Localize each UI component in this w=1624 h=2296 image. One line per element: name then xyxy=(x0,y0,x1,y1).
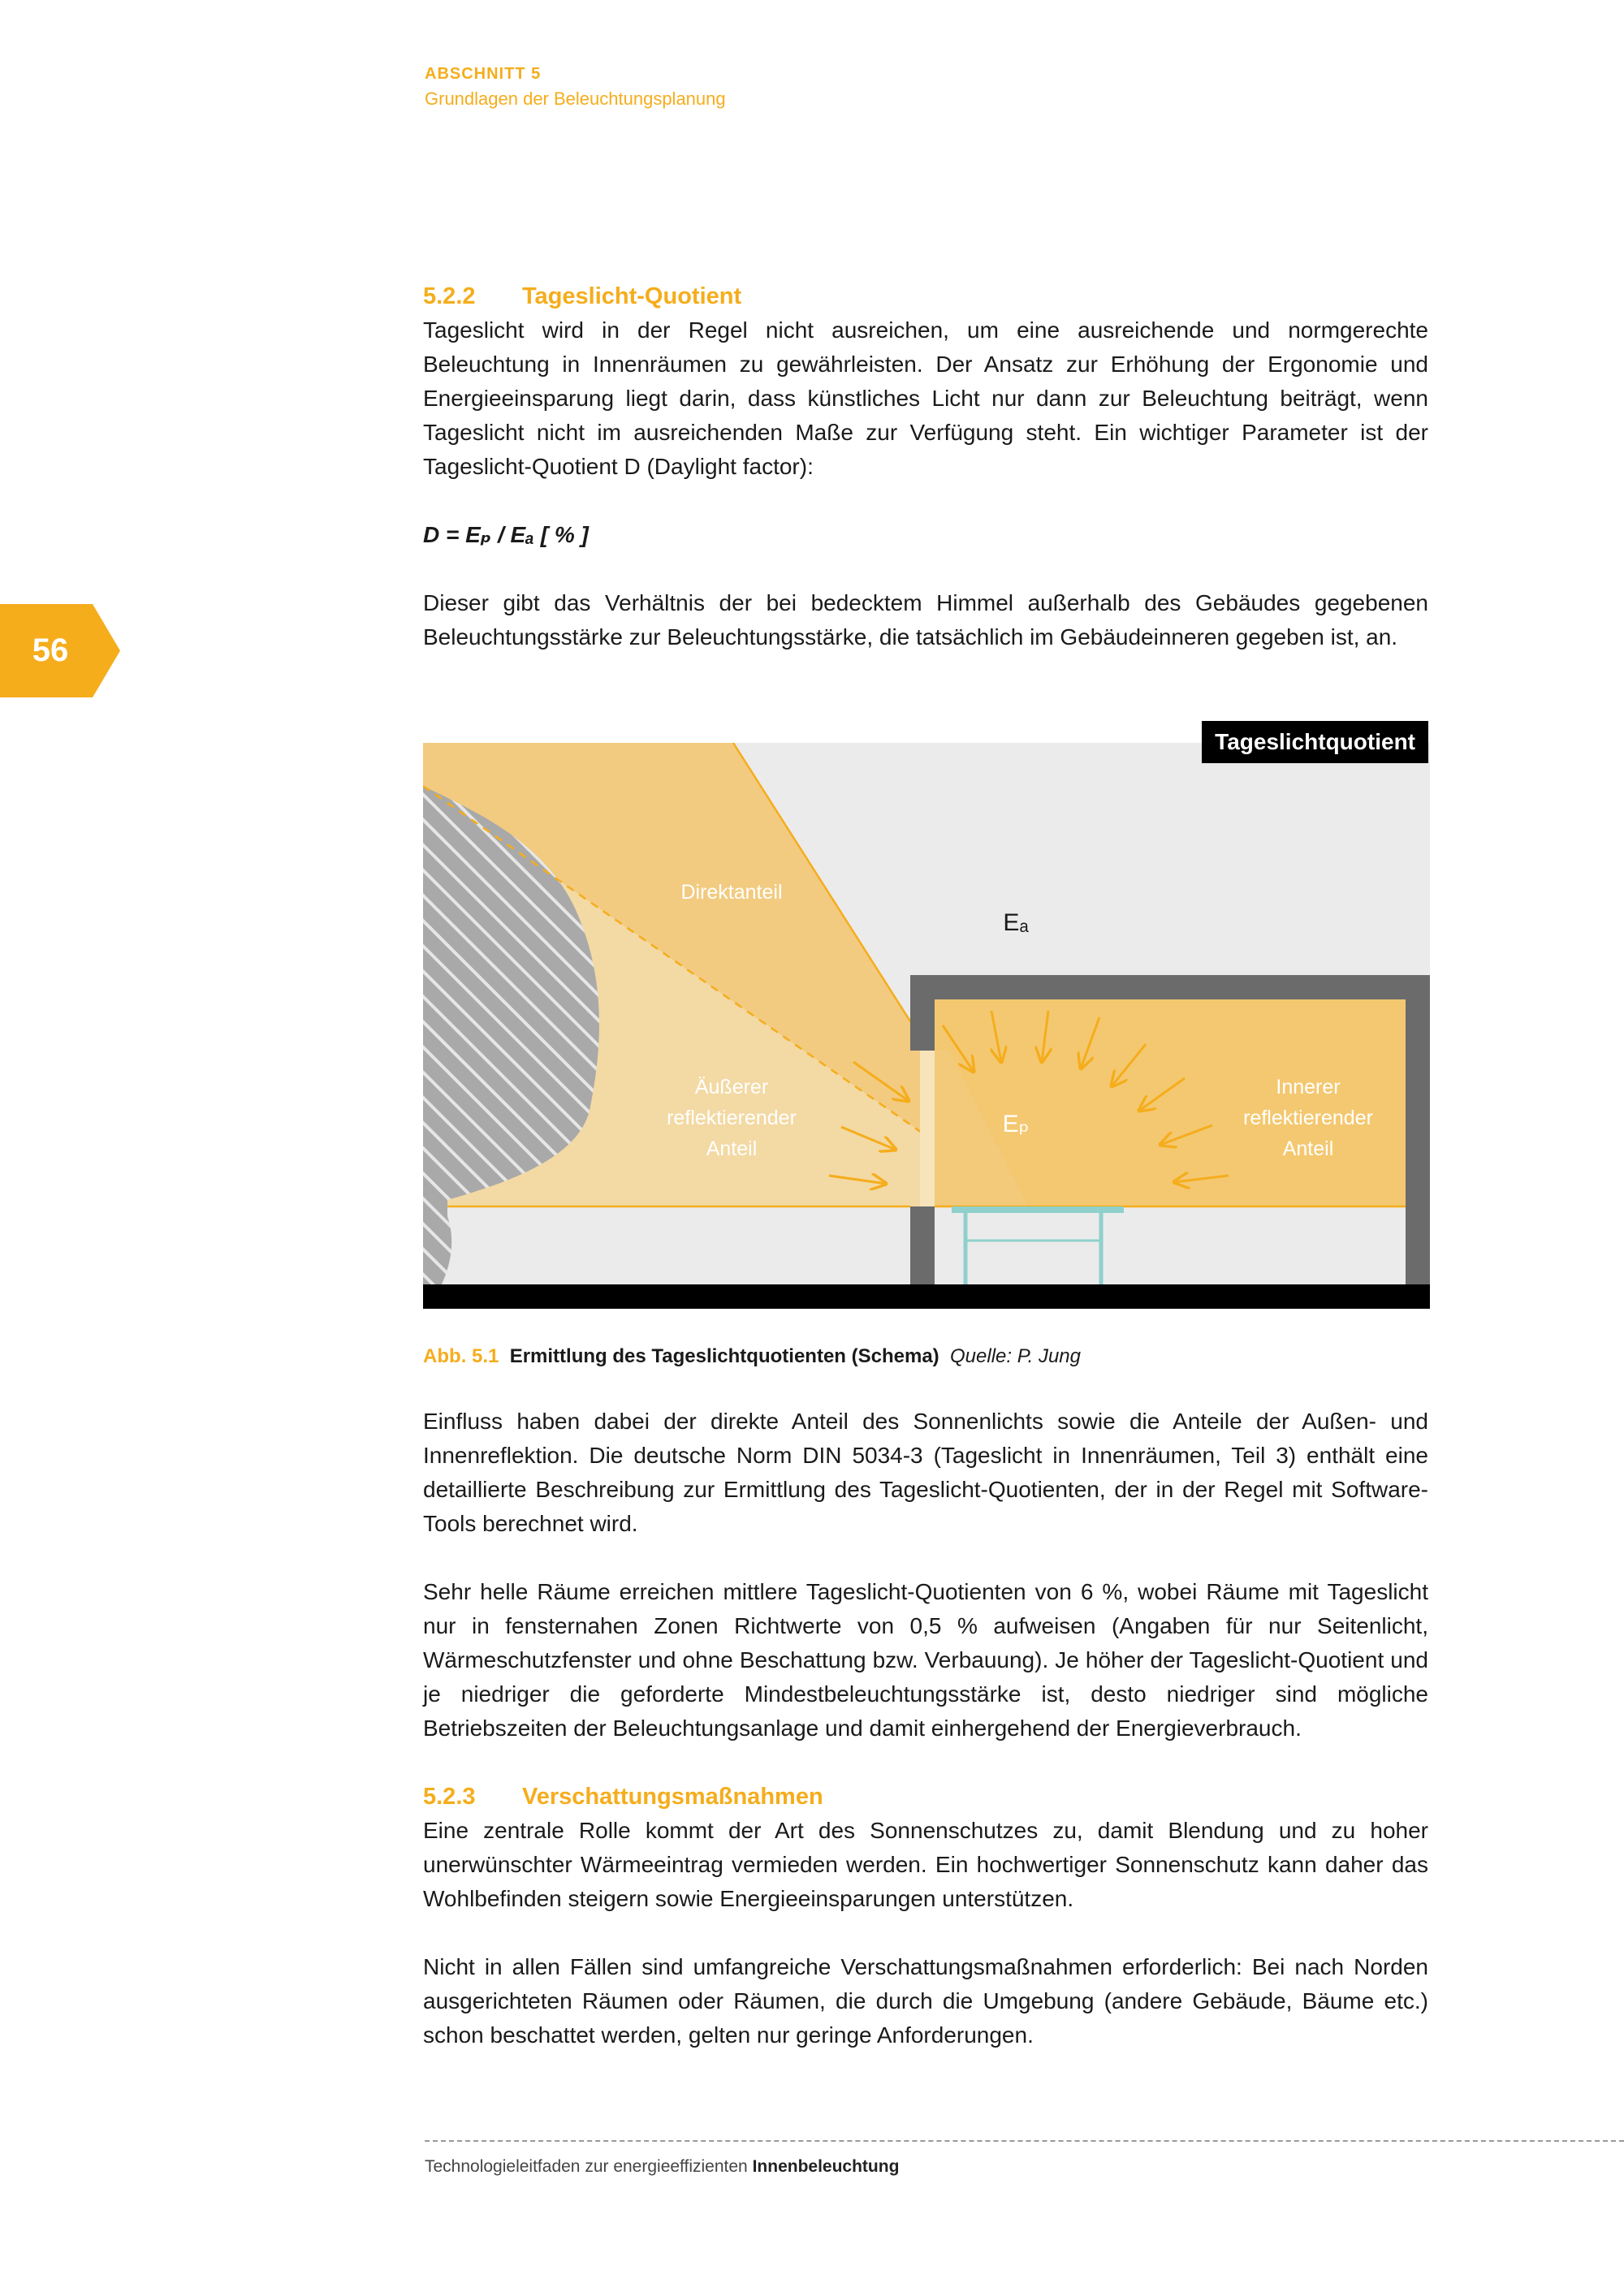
window xyxy=(920,1051,935,1206)
section-title: Verschattungsmaßnahmen xyxy=(522,1784,823,1810)
label-ea: Eₐ xyxy=(1003,909,1029,936)
ground-bar xyxy=(423,1284,1430,1309)
caption-title: Ermittlung des Tageslichtquotienten (Schema) xyxy=(509,1345,939,1367)
caption-number: Abb. 5.1 xyxy=(423,1345,499,1367)
section-heading xyxy=(423,279,1428,313)
footer-prefix: Technologieleitfaden zur energieeffizienten xyxy=(425,2157,753,2176)
label-inner: Innerer reflektierender Anteil xyxy=(1243,1076,1373,1160)
caption-source: Quelle: P. Jung xyxy=(950,1345,1082,1367)
running-header xyxy=(425,62,726,112)
label-ep: Eₚ xyxy=(1002,1111,1030,1137)
page-number: 56 xyxy=(32,632,69,668)
section-5-2-2 xyxy=(423,279,1428,654)
running-footer xyxy=(425,2155,899,2179)
paragraph: Sehr helle Räume erreichen mittlere Tageslicht-Quotienten von 6 %, wobei Räume mit Tageslicht nur in fensternahen Zonen Richtwerte von 0,5 % aufweisen (Angaben für nur Seitenlicht, Wärmeschutzfenster und ohne Beschattung bzw. Verbauung). Je höher der Tageslicht-Quotient und je niedriger die geforderte Mindestbeleuchtungsstärke ist, desto niedriger sind mögliche Betriebszeiten der Beleuchtungsanlage und damit einhergehend der Energieverbrauch. xyxy=(423,1579,1428,1741)
body-continued xyxy=(423,1405,1428,2052)
daylight-factor-figure xyxy=(423,721,1430,1309)
paragraph: Eine zentrale Rolle kommt der Art des Sonnenschutzes zu, damit Blendung und zu hoher unerwünschter Wärmeeintrag vermieden werden. Ein hochwertiger Sonnenschutz kann daher das Wohlbefinden steigern sowie Energieeinsparungen unterstützen. xyxy=(423,1818,1428,1911)
building-wall-right xyxy=(1406,975,1430,1284)
building-wall-top xyxy=(910,975,935,1051)
header-subtitle: Grundlagen der Beleuchtungsplanung xyxy=(425,88,726,109)
header-section: ABSCHNITT 5 xyxy=(425,65,542,83)
page-number-tab xyxy=(0,604,120,697)
table-top xyxy=(952,1206,1124,1213)
section-heading xyxy=(423,1780,1428,1814)
figure-caption xyxy=(423,1343,1081,1370)
building-roof xyxy=(910,975,1430,999)
paragraph: Einfluss haben dabei der direkte Anteil des Sonnenlichts sowie die Anteile der Außen- und Innenreflektion. Die deutsche Norm DIN 5034-3 (Tageslicht in Innenräumen, Teil 3) enthält eine detaillierte Beschreibung zur Ermittlung des Tageslicht-Quotienten, der in der Regel mit Software-Tools berechnet wird. xyxy=(423,1409,1428,1536)
section-number: 5.2.3 xyxy=(423,1784,476,1810)
label-outer: Äußerer reflektierender Anteil xyxy=(667,1076,797,1160)
daylight-diagram xyxy=(423,721,1430,1309)
section-number: 5.2.2 xyxy=(423,283,476,309)
label-direct: Direktanteil xyxy=(680,881,783,904)
figure-title: Tageslichtquotient xyxy=(1202,721,1428,763)
paragraph: Nicht in allen Fällen sind umfangreiche Verschattungsmaßnahmen erforderlich: Bei nach Norden ausgerichteten Räumen oder Räumen, die durch die Umgebung (andere Gebäude, Bäume etc.) schon beschattet werden, gelten nur geringe Anforderungen. xyxy=(423,1954,1428,2048)
building-wall-bottom xyxy=(910,1206,935,1284)
paragraph: Tageslicht wird in der Regel nicht ausreichen, um eine ausreichende und normgerechte Beleuchtung in Innenräumen zu gewährleisten. Der Ansatz zur Erhöhung der Ergonomie und Energieeinsparung liegt darin, dass künstliches Licht nur dann zur Beleuchtung beiträgt, wenn Tageslicht nicht im ausreichenden Maße zur Verfügung steht. Ein wichtiger Parameter ist der Tageslicht-Quotient D (Daylight factor): xyxy=(423,317,1428,479)
paragraph: Dieser gibt das Verhältnis der bei bedecktem Himmel außerhalb des Gebäudes gegebenen Beleuchtungsstärke zur Beleuchtungsstärke, die tatsächlich im Gebäudeinneren gegeben ist, an. xyxy=(423,590,1428,650)
section-title: Tageslicht-Quotient xyxy=(522,283,742,309)
footer-bold: Innenbeleuchtung xyxy=(752,2157,900,2176)
footer-divider xyxy=(425,2140,1624,2142)
formula: D = Eₚ / Eₐ [ % ] xyxy=(423,522,589,547)
